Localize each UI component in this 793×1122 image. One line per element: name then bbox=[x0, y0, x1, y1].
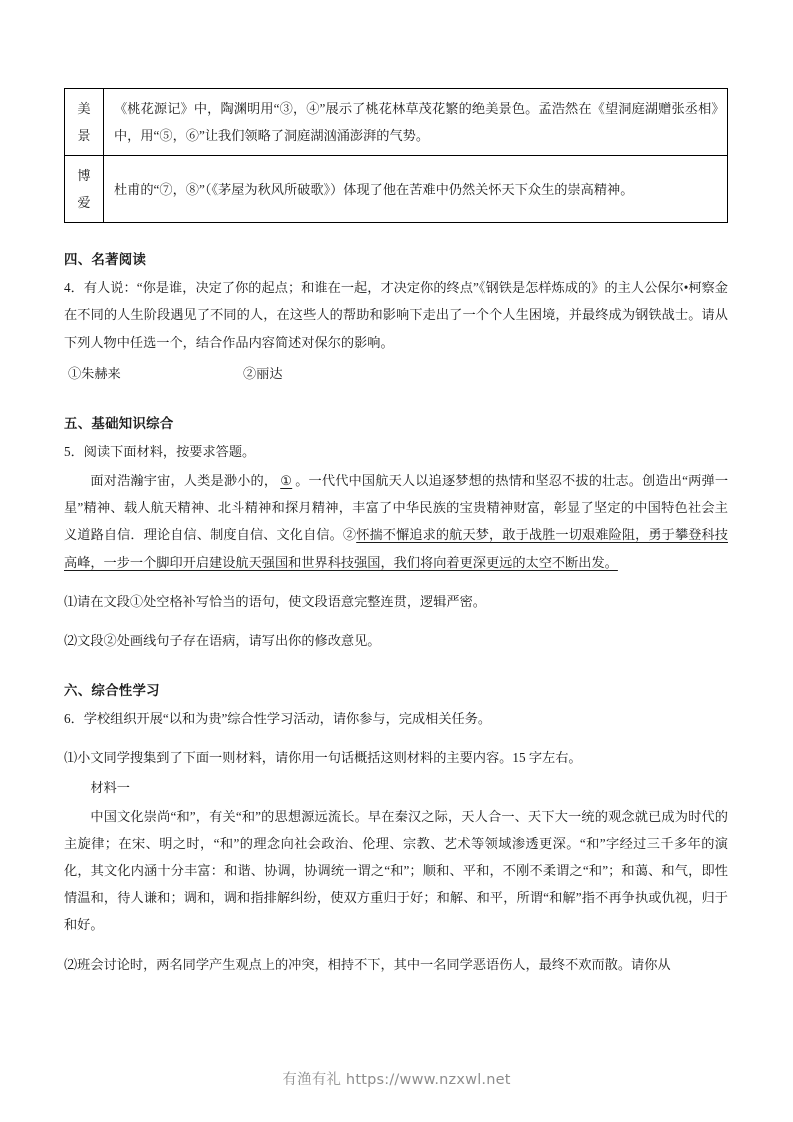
section-heading-five: 五、基础知识综合 bbox=[64, 415, 174, 431]
passage-underlined-sentence: 怀揣不懈追求的航天梦，敢于战胜一切艰难险阻，勇于攀登科技高峰，一步一个脚印开启建设航天强国和世界科技强国，我们将向着更深更远的太空不断出发。 bbox=[64, 527, 728, 570]
question-5-sub-2: ⑵文段②处画线句子存在语病，请写出你的修改意见。 bbox=[64, 632, 381, 648]
question-5-passage bbox=[64, 467, 728, 576]
option-item-1: ①朱赫来 bbox=[68, 365, 121, 381]
label-char: 景 bbox=[77, 128, 91, 144]
poetry-recitation-table bbox=[64, 88, 728, 223]
table-row-label-boai bbox=[65, 156, 104, 223]
material-body-text: 中国文化崇尚“和”，有关“和”的思想源远流长。早在秦汉之际，天人合一、天下大一统的观念就已成为时代的主旋律；在宋、明之时，“和”的理念向社会政治、伦理、宗教、艺术等领域渗透更深。“和”字经过三千多年的演化，其文化内涵十分丰富：和谐、协调，协调统一谓之“和”；顺和、平和，不刚不柔谓之“和”；和蔼、和气，即性情温和，待人谦和；调和，调和指排解纠纷，使双方重归于好；和解、和平，所谓“和解”指不再争执或仇视，归于和好。 bbox=[64, 808, 728, 933]
question-5-text: 5．阅读下面材料，按要求答题。 bbox=[64, 443, 256, 459]
table-row bbox=[65, 89, 728, 156]
section-heading-four: 四、名著阅读 bbox=[64, 252, 147, 268]
document-content bbox=[64, 88, 728, 980]
passage-segment-middle: 。一代代中国航天人以追逐梦想的热情和坚忍不拔的壮志。创造出“两弹一星”精神、载人航天精神、北斗精神和探月精神，丰富了中华民族的宝贵精神财富，彰显了坚定的中国特色社会主义道路自信．理论自信、制度自信、文化自信。② bbox=[64, 473, 729, 543]
spacer bbox=[64, 734, 728, 744]
question-4-options bbox=[64, 360, 728, 387]
label-char: 博 bbox=[77, 168, 91, 184]
section-heading-six: 六、综合性学习 bbox=[64, 683, 160, 699]
question-6-text: 6．学校组织开展“以和为贵”综合性学习活动，请你参与，完成相关任务。 bbox=[64, 711, 492, 727]
table-row-label-meijing bbox=[65, 89, 104, 156]
label-char: 爱 bbox=[77, 195, 91, 211]
label-char: 美 bbox=[77, 101, 91, 116]
question-6-sub-1: ⑴小文同学搜集到了下面一则材料，请你用一句话概括这则材料的主要内容。15 字左右。 bbox=[64, 750, 582, 766]
option-item-2: ②丽达 bbox=[243, 365, 283, 381]
question-4-text: 4．有人说：“你是谁，决定了你的起点；和谁在一起，才决定你的终点”《钢铁是怎样炼成的》的主人公保尔•柯察金在不同的人生阶段遇见了不同的人，在这些人的帮助和影响下走出了一个个人生困境，并最终成为钢铁战士。请从下列人物中任选一个，结合作品内容简述对保尔的影响。 bbox=[64, 280, 728, 350]
spacer bbox=[64, 578, 728, 588]
table-cell-text-boai: 杜甫的“⑦，⑧”（《茅屋为秋风所破歌》）体现了他在苦难中仍然关怀天下众生的崇高精神。 bbox=[104, 156, 728, 223]
table-cell-text-meijing: 《桃花源记》中，陶渊明用“③，④”展示了桃花林草茂花繁的绝美景色。孟浩然在《望洞庭湖赠张丞相》中，用“⑤，⑥”让我们领略了洞庭湖汹涌澎湃的气势。 bbox=[104, 89, 728, 156]
table-row bbox=[65, 156, 728, 223]
passage-fill-blank-1: ① bbox=[280, 473, 293, 488]
material-title: 材料一 bbox=[90, 779, 130, 795]
passage-segment-before-blank: 面对浩瀚宇宙，人类是渺小的， bbox=[90, 473, 278, 488]
question-6-sub-2: ⑵班会讨论时，两名同学产生观点上的冲突，相持不下，其中一名同学恶语伤人，最终不欢而散。请你从 bbox=[64, 956, 671, 972]
spacer bbox=[64, 617, 728, 627]
site-watermark: 有渔有礼 https://www.nzxwl.net bbox=[282, 1072, 511, 1088]
question-5-sub-1: ⑴请在文段①处空格补写恰当的语句，使文段语意完整连贯，逻辑严密。 bbox=[64, 593, 486, 609]
spacer bbox=[64, 941, 728, 951]
